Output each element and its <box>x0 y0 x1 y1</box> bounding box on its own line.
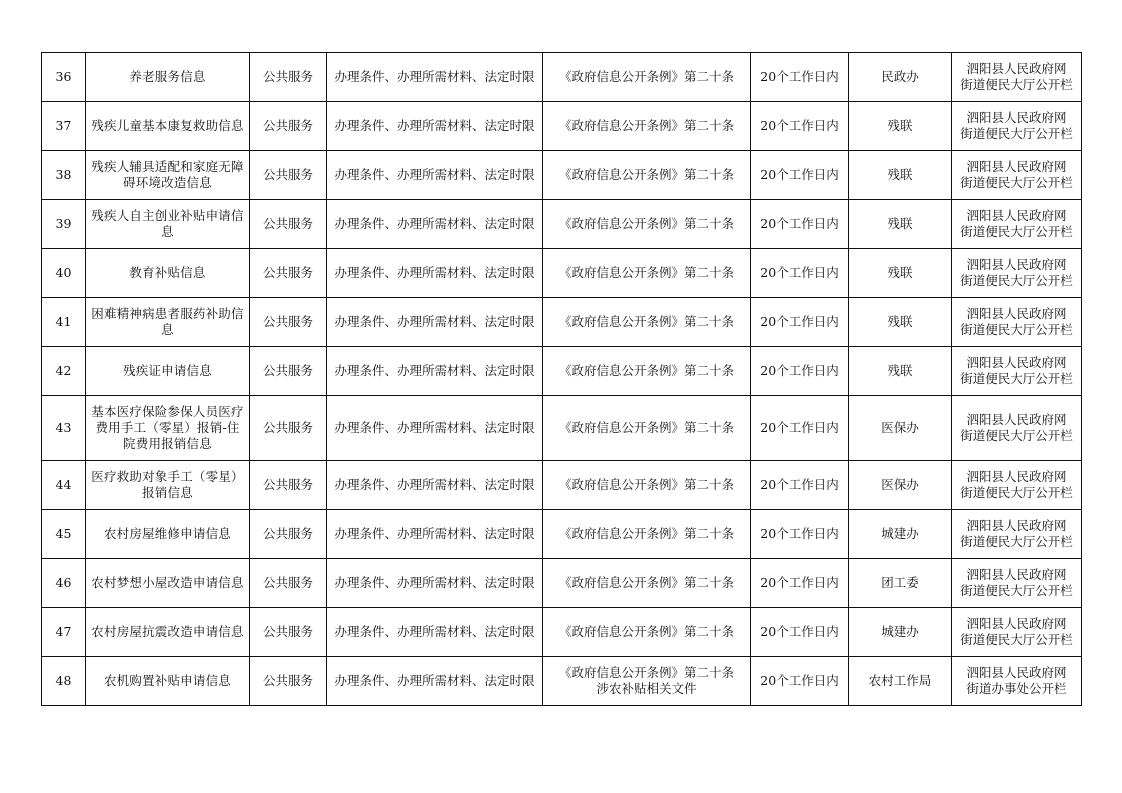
cell-department: 农村工作局 <box>849 657 952 706</box>
cell-content: 办理条件、办理所需材料、法定时限 <box>327 102 543 151</box>
cell-content: 办理条件、办理所需材料、法定时限 <box>327 657 543 706</box>
cell-category: 公共服务 <box>250 347 327 396</box>
channel-line: 泗阳县人民政府网 <box>966 567 1067 582</box>
cell-content: 办理条件、办理所需材料、法定时限 <box>327 249 543 298</box>
cell-basis <box>543 347 751 396</box>
cell-basis <box>543 102 751 151</box>
cell-content: 办理条件、办理所需材料、法定时限 <box>327 559 543 608</box>
cell-no: 39 <box>42 200 86 249</box>
cell-category: 公共服务 <box>250 461 327 510</box>
basis-line: 《政府信息公开条例》第二十条 <box>558 69 734 84</box>
basis-line: 《政府信息公开条例》第二十条 <box>558 420 734 435</box>
cell-item-name: 农机购置补贴申请信息 <box>86 657 250 706</box>
cell-content: 办理条件、办理所需材料、法定时限 <box>327 461 543 510</box>
cell-basis <box>543 298 751 347</box>
cell-no: 41 <box>42 298 86 347</box>
cell-time-limit: 20个工作日内 <box>751 657 849 706</box>
cell-no: 48 <box>42 657 86 706</box>
cell-channel <box>952 559 1082 608</box>
channel-line: 泗阳县人民政府网 <box>966 110 1067 125</box>
cell-department: 医保办 <box>849 461 952 510</box>
basis-line: 《政府信息公开条例》第二十条 <box>558 526 734 541</box>
basis-line: 《政府信息公开条例》第二十条 <box>558 118 734 133</box>
cell-basis <box>543 249 751 298</box>
table-row <box>42 510 1082 559</box>
cell-channel <box>952 200 1082 249</box>
cell-category: 公共服务 <box>250 151 327 200</box>
channel-line: 街道便民大厅公开栏 <box>960 534 1073 549</box>
channel-line: 泗阳县人民政府网 <box>966 469 1067 484</box>
cell-time-limit: 20个工作日内 <box>751 249 849 298</box>
cell-department: 城建办 <box>849 510 952 559</box>
cell-basis <box>543 608 751 657</box>
cell-channel <box>952 657 1082 706</box>
channel-line: 泗阳县人民政府网 <box>966 257 1067 272</box>
basis-line: 《政府信息公开条例》第二十条 <box>558 477 734 492</box>
cell-content: 办理条件、办理所需材料、法定时限 <box>327 347 543 396</box>
cell-no: 46 <box>42 559 86 608</box>
table-row <box>42 347 1082 396</box>
cell-item-name: 农村梦想小屋改造申请信息 <box>86 559 250 608</box>
cell-item-name: 医疗救助对象手工（零星）报销信息 <box>86 461 250 510</box>
cell-basis <box>543 657 751 706</box>
channel-line: 街道便民大厅公开栏 <box>960 224 1073 239</box>
cell-item-name: 教育补贴信息 <box>86 249 250 298</box>
cell-channel <box>952 102 1082 151</box>
cell-item-name: 残疾人自主创业补贴申请信息 <box>86 200 250 249</box>
cell-item-name: 残疾儿童基本康复救助信息 <box>86 102 250 151</box>
cell-time-limit: 20个工作日内 <box>751 102 849 151</box>
cell-channel <box>952 347 1082 396</box>
channel-line: 泗阳县人民政府网 <box>966 412 1067 427</box>
cell-no: 37 <box>42 102 86 151</box>
table-body <box>42 53 1082 706</box>
cell-content: 办理条件、办理所需材料、法定时限 <box>327 151 543 200</box>
cell-item-name: 养老服务信息 <box>86 53 250 102</box>
cell-category: 公共服务 <box>250 53 327 102</box>
cell-department: 医保办 <box>849 396 952 461</box>
basis-line: 《政府信息公开条例》第二十条 <box>558 167 734 182</box>
table-row <box>42 151 1082 200</box>
table-row <box>42 461 1082 510</box>
cell-channel <box>952 249 1082 298</box>
channel-line: 泗阳县人民政府网 <box>966 306 1067 321</box>
channel-line: 泗阳县人民政府网 <box>966 665 1067 680</box>
cell-item-name: 残疾证申请信息 <box>86 347 250 396</box>
cell-basis <box>543 200 751 249</box>
cell-no: 47 <box>42 608 86 657</box>
cell-category: 公共服务 <box>250 249 327 298</box>
cell-department: 残联 <box>849 102 952 151</box>
cell-time-limit: 20个工作日内 <box>751 559 849 608</box>
cell-basis <box>543 559 751 608</box>
basis-line: 《政府信息公开条例》第二十条 <box>558 216 734 231</box>
cell-time-limit: 20个工作日内 <box>751 461 849 510</box>
cell-channel <box>952 510 1082 559</box>
cell-category: 公共服务 <box>250 102 327 151</box>
channel-line: 街道办事处公开栏 <box>966 681 1067 696</box>
table-row <box>42 608 1082 657</box>
table-row <box>42 559 1082 608</box>
channel-line: 街道便民大厅公开栏 <box>960 77 1073 92</box>
cell-time-limit: 20个工作日内 <box>751 347 849 396</box>
cell-no: 38 <box>42 151 86 200</box>
table-row <box>42 249 1082 298</box>
table-row <box>42 396 1082 461</box>
cell-item-name: 困难精神病患者服药补助信息 <box>86 298 250 347</box>
basis-line: 《政府信息公开条例》第二十条 <box>558 265 734 280</box>
cell-time-limit: 20个工作日内 <box>751 200 849 249</box>
basis-line: 涉农补贴相关文件 <box>596 681 697 696</box>
cell-category: 公共服务 <box>250 396 327 461</box>
cell-department: 城建办 <box>849 608 952 657</box>
channel-line: 街道便民大厅公开栏 <box>960 273 1073 288</box>
cell-department: 残联 <box>849 298 952 347</box>
cell-department: 残联 <box>849 200 952 249</box>
cell-no: 40 <box>42 249 86 298</box>
cell-content: 办理条件、办理所需材料、法定时限 <box>327 396 543 461</box>
cell-department: 残联 <box>849 347 952 396</box>
channel-line: 泗阳县人民政府网 <box>966 208 1067 223</box>
cell-category: 公共服务 <box>250 298 327 347</box>
table-row <box>42 200 1082 249</box>
cell-content: 办理条件、办理所需材料、法定时限 <box>327 200 543 249</box>
cell-category: 公共服务 <box>250 559 327 608</box>
channel-line: 泗阳县人民政府网 <box>966 518 1067 533</box>
table-row <box>42 298 1082 347</box>
cell-category: 公共服务 <box>250 200 327 249</box>
basis-line: 《政府信息公开条例》第二十条 <box>558 363 734 378</box>
cell-channel <box>952 461 1082 510</box>
table-row <box>42 53 1082 102</box>
cell-basis <box>543 461 751 510</box>
cell-time-limit: 20个工作日内 <box>751 608 849 657</box>
cell-department: 残联 <box>849 151 952 200</box>
cell-category: 公共服务 <box>250 510 327 559</box>
basis-line: 《政府信息公开条例》第二十条 <box>558 575 734 590</box>
channel-line: 街道便民大厅公开栏 <box>960 175 1073 190</box>
channel-line: 街道便民大厅公开栏 <box>960 632 1073 647</box>
cell-content: 办理条件、办理所需材料、法定时限 <box>327 510 543 559</box>
basis-line: 《政府信息公开条例》第二十条 <box>558 665 734 680</box>
basis-line: 《政府信息公开条例》第二十条 <box>558 624 734 639</box>
cell-channel <box>952 298 1082 347</box>
cell-basis <box>543 151 751 200</box>
cell-basis <box>543 396 751 461</box>
channel-line: 街道便民大厅公开栏 <box>960 428 1073 443</box>
cell-channel <box>952 53 1082 102</box>
cell-content: 办理条件、办理所需材料、法定时限 <box>327 298 543 347</box>
cell-content: 办理条件、办理所需材料、法定时限 <box>327 53 543 102</box>
cell-time-limit: 20个工作日内 <box>751 53 849 102</box>
cell-time-limit: 20个工作日内 <box>751 298 849 347</box>
cell-content: 办理条件、办理所需材料、法定时限 <box>327 608 543 657</box>
cell-category: 公共服务 <box>250 657 327 706</box>
cell-no: 43 <box>42 396 86 461</box>
cell-channel <box>952 396 1082 461</box>
document-page <box>41 52 1081 706</box>
channel-line: 泗阳县人民政府网 <box>966 159 1067 174</box>
cell-department: 民政办 <box>849 53 952 102</box>
channel-line: 泗阳县人民政府网 <box>966 61 1067 76</box>
channel-line: 街道便民大厅公开栏 <box>960 126 1073 141</box>
cell-basis <box>543 53 751 102</box>
cell-time-limit: 20个工作日内 <box>751 396 849 461</box>
channel-line: 街道便民大厅公开栏 <box>960 583 1073 598</box>
cell-no: 45 <box>42 510 86 559</box>
channel-line: 泗阳县人民政府网 <box>966 616 1067 631</box>
channel-line: 泗阳县人民政府网 <box>966 355 1067 370</box>
cell-department: 团工委 <box>849 559 952 608</box>
channel-line: 街道便民大厅公开栏 <box>960 322 1073 337</box>
cell-item-name: 残疾人辅具适配和家庭无障碍环境改造信息 <box>86 151 250 200</box>
channel-line: 街道便民大厅公开栏 <box>960 485 1073 500</box>
cell-channel <box>952 151 1082 200</box>
cell-department: 残联 <box>849 249 952 298</box>
basis-line: 《政府信息公开条例》第二十条 <box>558 314 734 329</box>
cell-basis <box>543 510 751 559</box>
cell-time-limit: 20个工作日内 <box>751 510 849 559</box>
channel-line: 街道便民大厅公开栏 <box>960 371 1073 386</box>
table-row <box>42 657 1082 706</box>
table-row <box>42 102 1082 151</box>
cell-time-limit: 20个工作日内 <box>751 151 849 200</box>
cell-no: 44 <box>42 461 86 510</box>
disclosure-table <box>41 52 1082 706</box>
cell-item-name: 农村房屋维修申请信息 <box>86 510 250 559</box>
cell-channel <box>952 608 1082 657</box>
cell-item-name: 农村房屋抗震改造申请信息 <box>86 608 250 657</box>
cell-no: 42 <box>42 347 86 396</box>
cell-item-name: 基本医疗保险参保人员医疗费用手工（零星）报销-住院费用报销信息 <box>86 396 250 461</box>
cell-category: 公共服务 <box>250 608 327 657</box>
cell-no: 36 <box>42 53 86 102</box>
